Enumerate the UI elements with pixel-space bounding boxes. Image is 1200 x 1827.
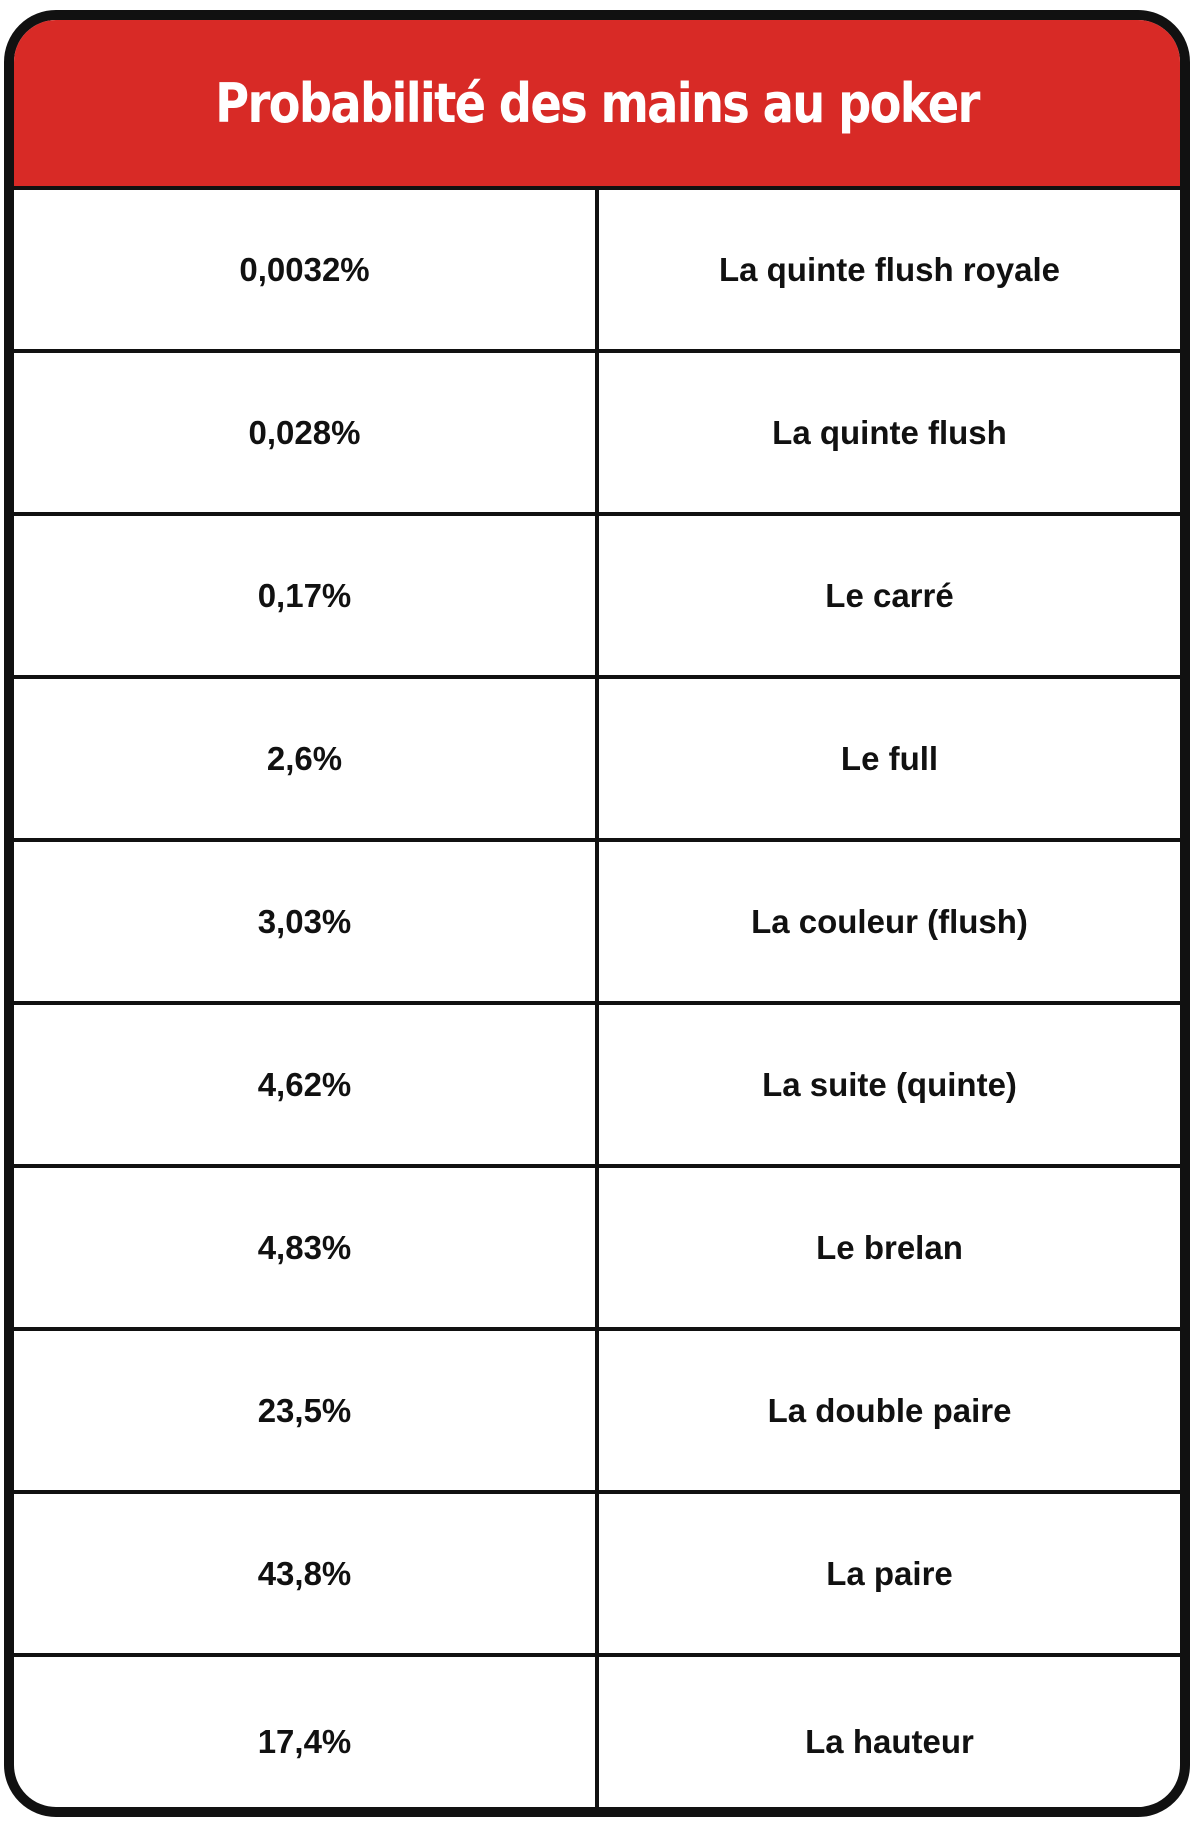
- probability-cell: 0,0032%: [14, 190, 599, 349]
- probability-cell: 4,83%: [14, 1168, 599, 1327]
- poker-probability-card: [4, 10, 1190, 1817]
- table-row: [14, 1331, 1180, 1494]
- hand-cell: Le full: [840, 739, 939, 777]
- hand-cell: La hauteur: [805, 1723, 974, 1760]
- hand-cell: La double paire: [767, 1391, 1012, 1429]
- table-row: [14, 1657, 1180, 1817]
- probability-cell: 23,5%: [14, 1331, 599, 1490]
- table-row: [14, 679, 1180, 842]
- page-title: Probabilité des mains au poker: [215, 71, 979, 135]
- table-row: [14, 1005, 1180, 1168]
- card-header: [14, 20, 1180, 190]
- probability-table: [14, 190, 1180, 1817]
- probability-cell: 43,8%: [14, 1494, 599, 1653]
- probability-cell: 17,4%: [14, 1657, 599, 1817]
- probability-cell: 3,03%: [14, 842, 599, 1001]
- table-row: [14, 516, 1180, 679]
- table-row: [14, 1494, 1180, 1657]
- table-row: [14, 190, 1180, 353]
- table-row: [14, 1168, 1180, 1331]
- hand-cell: La suite (quinte): [762, 1065, 1017, 1103]
- table-row: [14, 353, 1180, 516]
- hand-cell: La quinte flush royale: [718, 250, 1061, 288]
- table-row: [14, 842, 1180, 1005]
- probability-cell: 0,028%: [14, 353, 599, 512]
- probability-cell: 2,6%: [14, 679, 599, 838]
- hand-cell: La paire: [826, 1554, 953, 1592]
- hand-cell: Le brelan: [816, 1228, 963, 1266]
- hand-cell: La quinte flush: [772, 413, 1007, 451]
- hand-cell: Le carré: [825, 576, 954, 614]
- probability-cell: 0,17%: [14, 516, 599, 675]
- probability-cell: 4,62%: [14, 1005, 599, 1164]
- hand-cell: La couleur (flush): [751, 902, 1028, 940]
